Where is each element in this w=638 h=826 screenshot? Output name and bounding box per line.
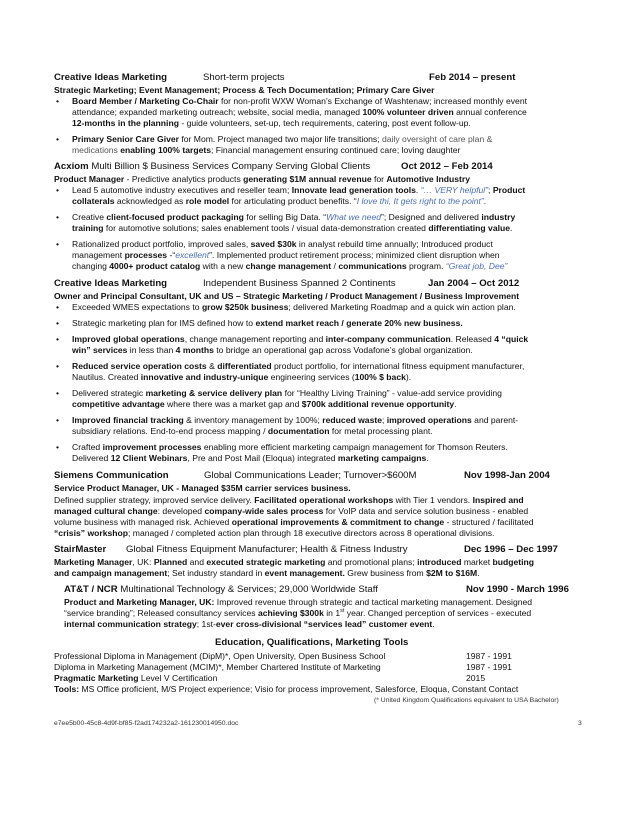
tools-line: Tools: MS Office proficient, M/S Project experience; Visio for process improvement, Salesforce, Eloqua, Constant Contact [54,684,519,694]
job-role: Owner and Principal Consultant, UK and US – Strategic Marketing / Product Management / Business Improvement [54,291,520,301]
bullet: • [56,134,60,144]
body-text: internal communication strategy; 1st-ever cross-divisional “services lead” customer event. [64,619,435,629]
bullet: • [56,334,60,344]
bullet-text: 12-months in the planning - guide volunteers, set-up, tech requirements, catering, post event follow-up. [72,118,471,128]
bullet-text: Improved financial tracking & inventory management by 100%; reduced waste; improved operations and parent- [72,415,519,425]
bullet-text: Crafted improvement processes enabling more efficient marketing campaign management for Thomson Reuters. [72,442,508,452]
bullet: • [56,212,60,222]
body-text: “service branding”; Released consultancy services achieving $300k in 1st year. Changed perception of services - executed [64,608,532,618]
company-name: StairMaster [54,544,107,555]
bullet-text: attendance; expanded marketing outreach; website, social media, managed 100% volunteer driven annual conference [72,107,527,117]
education-years: 2015 [466,673,486,683]
body-text: “crisis” workshop; managed / completed action plan through 18 executive directors across 8 operational divisions. [54,528,495,538]
company-name: AT&T / NCR Multinational Technology & Services; 29,000 Worldwide Staff [64,584,378,595]
job-dates: Nov 1990 - March 1996 [466,584,569,595]
bullet-text: Exceeded WMES expectations to grow $250k business; delivered Marketing Roadmap and a quick win action plan. [72,302,516,312]
bullet: • [56,415,60,425]
company-description: Global Communications Leader; Turnover>$600M [204,470,417,481]
footer-filename: e7ee5b00-45c8-4d9f-bf85-f2ad174232a2-161230014950.doc [54,720,239,727]
bullet-text: collaterals acknowledged as role model for articulating product benefits. “I love thi, It gets right to the point”. [72,196,487,206]
job-dates: Nov 1998-Jan 2004 [464,470,550,481]
bullet-text: Nautilus. Created innovative and industry-unique engineering services (100% $ back). [72,372,412,382]
bullet: • [56,388,60,398]
company-name: Acxiom Multi Billion $ Business Services Company Serving Global Clients [54,161,371,172]
company-description: Global Fitness Equipment Manufacturer; Health & Fitness Industry [126,544,408,555]
job-role: Strategic Marketing; Event Management; Process & Tech Documentation; Primary Care Giver [54,85,435,95]
bullet-text: training for automotive solutions; sales enablement tools / visual data-demonstration created differentiating value. [72,223,513,233]
bullet-text: competitive advantage where there was a market gap and $700k additional revenue opportunity. [72,399,457,409]
bullet-text: medications enabling 100% targets; Financial management ensuring continued care; loving daughter [72,145,461,155]
bullet-text: Primary Senior Care Giver for Mom. Project managed two major life transitions; daily oversight of care plan & [72,134,493,144]
bullet-text: Strategic marketing plan for IMS defined how to extend market reach / generate 20% new business. [72,318,463,328]
company-description: Short-term projects [203,72,285,83]
body-text: and campaign management; Set industry standard in event management. Grew business from $2M to $16M. [54,568,480,578]
bullet: • [56,442,60,452]
job-role: Service Product Manager, UK - Managed $35M carrier services business. [54,483,351,493]
body-text: Marketing Manager, UK: Planned and executed strategic marketing and promotional plans; introduced market budgeting [54,557,535,567]
body-text: Product and Marketing Manager, UK: Improved revenue through strategic and tactical marketing management. Designed [64,597,533,607]
footer-page-number: 3 [578,720,582,727]
bullet-text: Creative client-focused product packaging for selling Big Data. “What we need”; Designed and delivered industry [72,212,516,222]
bullet: • [56,239,60,249]
bullet: • [56,361,60,371]
bullet: • [56,185,60,195]
education-row: Diploma in Marketing Management (MCIM)*, Member Chartered Institute of Marketing [54,662,381,672]
job-dates: Oct 2012 – Feb 2014 [401,161,493,172]
section-heading: Education, Qualifications, Marketing Tools [215,637,409,648]
education-row: Pragmatic Marketing Level V Certification [54,673,218,683]
body-text: volume business with managed risk. Achieved operational improvements & commitment to change - structured / facilitated [54,517,534,527]
job-dates: Dec 1996 – Dec 1997 [464,544,558,555]
bullet: • [56,318,60,328]
bullet-text: Delivered 12 Client Webinars, Pre and Post Mail (Eloqua) integrated marketing campaigns. [72,453,429,463]
body-text: Defined supplier strategy, improved service delivery. Facilitated operational workshops with Tier 1 vendors. Inspired and [54,495,524,505]
bullet-text: subsidiary relations. End-to-end process mapping / documentation for metal processing plant. [72,426,433,436]
bullet: • [56,302,60,312]
bullet-text: Rationalized product portfolio, improved sales, saved $30k in analyst rebuild time annually; Introduced product [72,239,493,249]
bullet: • [56,96,60,106]
education-years: 1987 - 1991 [466,651,512,661]
job-dates: Jan 2004 – Oct 2012 [428,278,520,289]
bullet-text: win” services in less than 4 months to bridge an operational gap across Vodafone’s global organization. [72,345,473,355]
company-name: Siemens Communication [54,470,169,481]
bullet-text: Lead 5 automotive industry executives and reseller team; Innovate lead generation tools. “… VERY helpful”; Product [72,185,526,195]
education-row: Professional Diploma in Management (DipM)*, Open University, Open Business School [54,651,386,661]
company-name: Creative Ideas Marketing [54,72,168,83]
company-name: Creative Ideas Marketing [54,278,168,289]
bullet-text: Delivered strategic marketing & service delivery plan for “Healthy Living Training” - value-add service providing [72,388,502,398]
bullet-text: Reduced service operation costs & differentiated product portfolio, for international fitness equipment manufacturer, [72,361,525,371]
bullet-text: management processes -“excellent”. Implemented product retirement process; minimized client disruption when [72,250,500,260]
company-description: Independent Business Spanned 2 Continents [203,278,396,289]
education-years: 1987 - 1991 [466,662,512,672]
job-role: Product Manager - Predictive analytics products generating $1M annual revenue for Automotive Industry [54,174,470,184]
qualification-note: (* United Kingdom Qualifications equivalent to USA Bachelor) [374,697,559,704]
bullet-text: changing 4000+ product catalog with a new change management / communications program. “Great job, Dee” [72,261,508,271]
bullet-text: Board Member / Marketing Co-Chair for non-profit WXW Woman’s Exchange of Washtenaw; increased monthly event [72,96,527,106]
job-dates: Feb 2014 – present [429,72,516,83]
bullet-text: Improved global operations, change management reporting and inter-company communication. Released 4 “quick [72,334,529,344]
body-text: managed cultural change: developed company-wide sales process for VoIP data and service solution business - enabled [54,506,529,516]
